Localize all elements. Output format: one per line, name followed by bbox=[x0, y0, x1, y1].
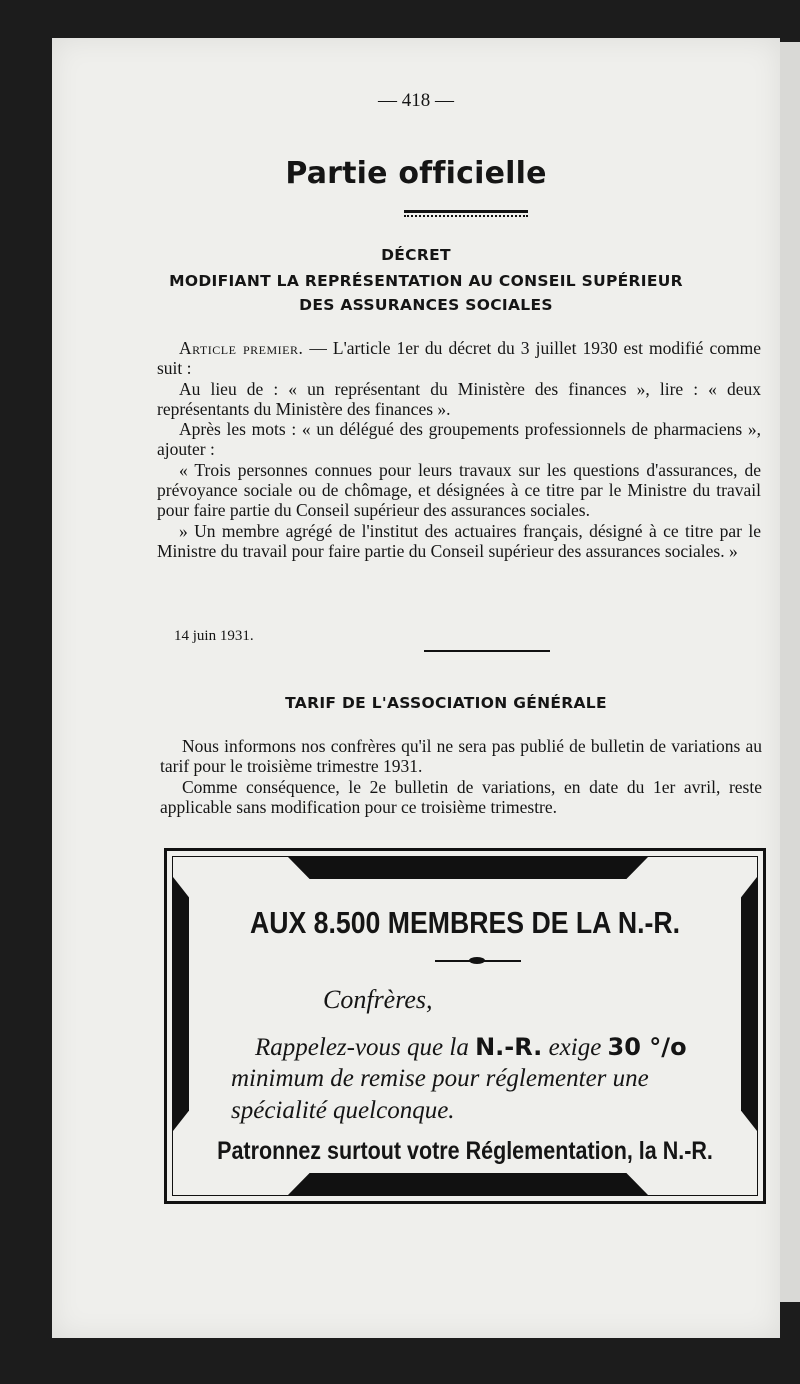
advert-nr-mark: N.-R. bbox=[475, 1033, 543, 1061]
advert-top-band bbox=[288, 857, 648, 879]
article-label: Article premier. bbox=[179, 338, 304, 358]
advert-line-2: minimum de remise pour réglementer une bbox=[231, 1065, 649, 1092]
tarif-paragraph-2: Comme conséquence, le 2e bulletin de variations, en date du 1er avril, reste applicable sans modification pour ce troisième trimestre. bbox=[160, 776, 762, 817]
decree-subheading-1: MODIFIANT LA REPRÉSENTATION AU CONSEIL SUPÉRIEUR bbox=[169, 272, 683, 290]
tarif-heading: TARIF DE L'ASSOCIATION GÉNÉRALE bbox=[285, 694, 607, 712]
advert-salutation: Confrères, bbox=[323, 985, 433, 1014]
decree-paragraph-5: » Un membre agrégé de l'institut des actuaires français, désigné à ce titre par le Ministre du travail pour faire partie du Conseil supérieur des assurances sociales. » bbox=[157, 520, 761, 561]
decree-heading: DÉCRET bbox=[381, 246, 451, 264]
title-rule bbox=[404, 210, 528, 213]
advert-box bbox=[164, 848, 766, 1204]
advert-line-3: spécialité quelconque. bbox=[231, 1097, 455, 1124]
advert-closing: Patronnez surtout votre Réglementation, la N.-R. bbox=[217, 1137, 713, 1165]
title-dotted-rule bbox=[404, 215, 528, 217]
advert-line-1 bbox=[255, 1033, 687, 1062]
article-paragraph bbox=[157, 338, 761, 379]
page-number: — 418 — bbox=[378, 90, 454, 111]
decree-paragraph-3: Après les mots : « un délégué des groupements professionnels de pharmaciens », ajouter : bbox=[157, 419, 761, 460]
tarif-text bbox=[160, 736, 762, 817]
section-title: Partie officielle bbox=[285, 156, 547, 191]
advert-right-band bbox=[741, 877, 757, 1131]
article-text: — L'article 1er du décret du 3 juillet 1930 est modifié comme suit : bbox=[157, 338, 761, 379]
tarif-paragraph-1: Nous informons nos confrères qu'il ne sera pas publié de bulletin de variations au tarif pour le troisième trimestre 1931. bbox=[160, 736, 762, 777]
advert-left-band bbox=[173, 877, 189, 1131]
page-edge bbox=[780, 42, 800, 1302]
decree-paragraph-2: Au lieu de : « un représentant du Ministère des finances », lire : « deux représentants du Ministère des finances ». bbox=[157, 378, 761, 419]
advert-rule-ornament bbox=[469, 957, 485, 964]
decree-text bbox=[157, 338, 761, 561]
advert-headline: AUX 8.500 MEMBRES DE LA N.-R. bbox=[249, 905, 681, 940]
advert-line-1-c: exige bbox=[542, 1034, 608, 1061]
section-separator bbox=[424, 650, 550, 652]
advert-inner-frame bbox=[172, 856, 758, 1196]
advert-bottom-band bbox=[288, 1173, 648, 1195]
advert-line-1-a: Rappelez-vous que la bbox=[255, 1034, 476, 1061]
journal-page bbox=[52, 38, 780, 1338]
decree-subheading-2: DES ASSURANCES SOCIALES bbox=[299, 296, 553, 314]
decree-paragraph-4: « Trois personnes connues pour leurs travaux sur les questions d'assurances, de prévoyance sociale ou de chômage, et désignées à ce titre par le Ministre du travail pour faire partie du Conseil supérieur des assurances sociales. bbox=[157, 459, 761, 521]
decree-date: 14 juin 1931. bbox=[174, 628, 254, 644]
advert-percent: 30 °/o bbox=[607, 1033, 687, 1061]
